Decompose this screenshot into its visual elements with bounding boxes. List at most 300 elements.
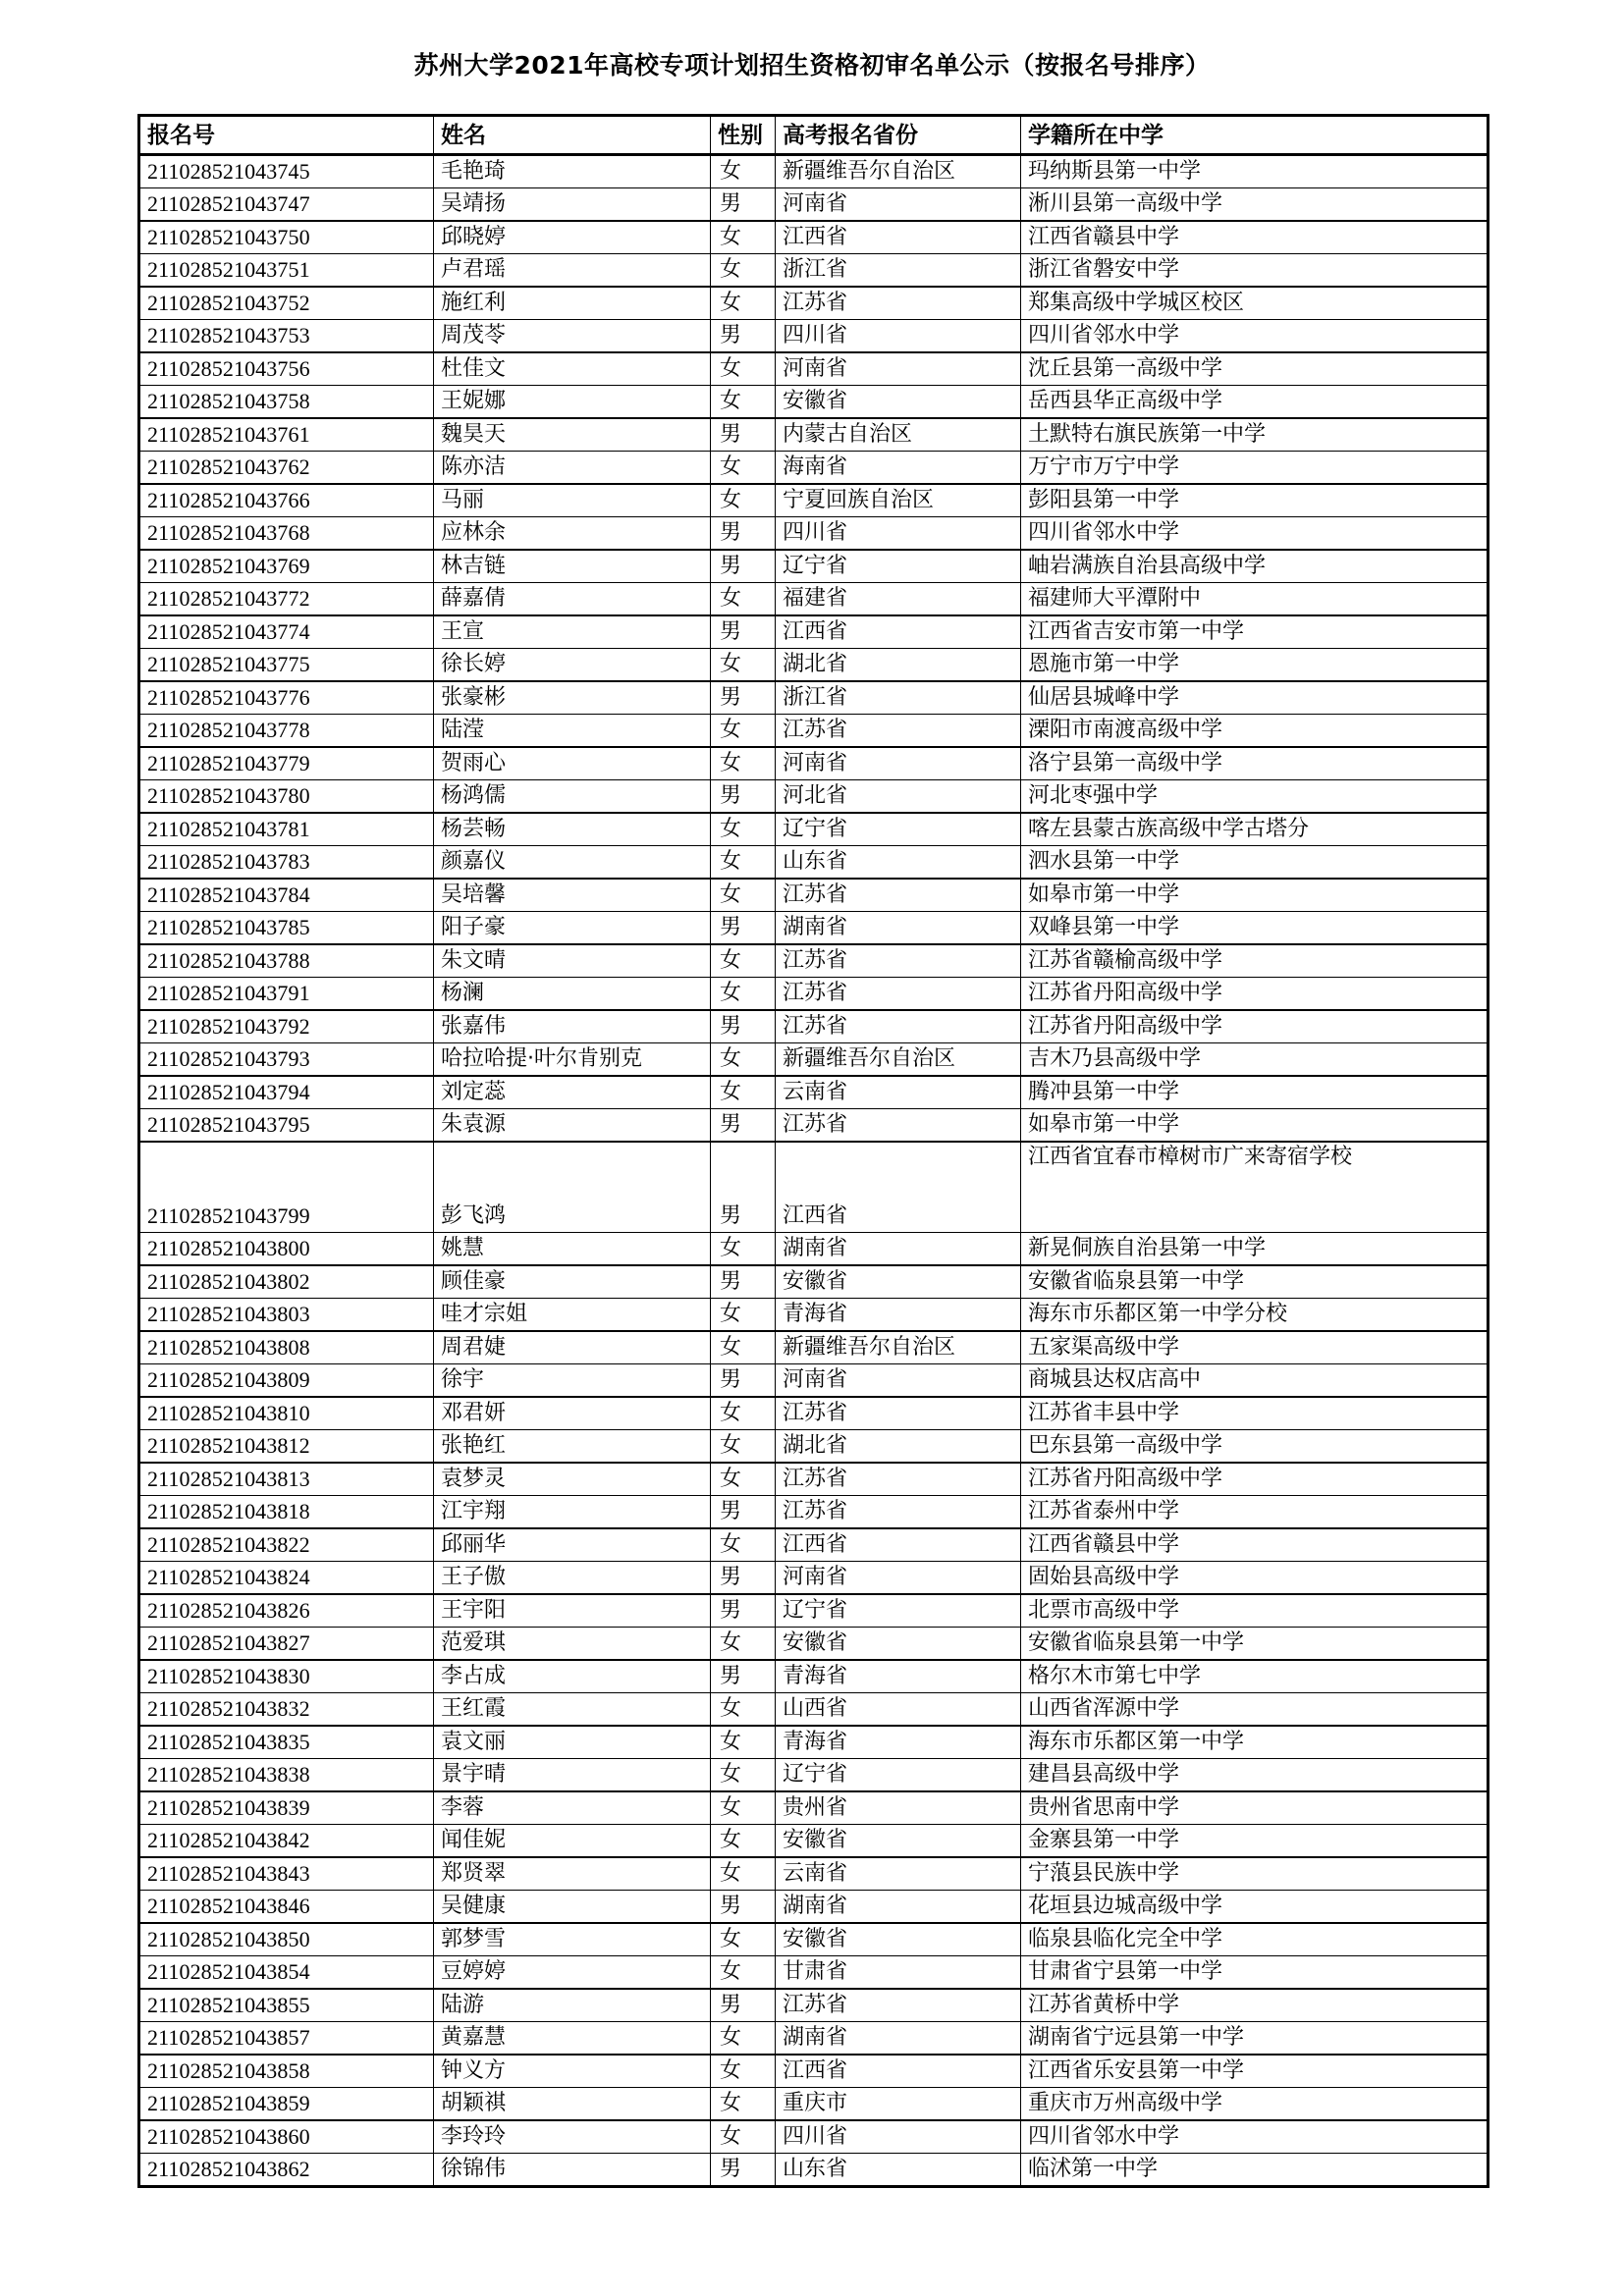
cell-exam-province: 辽宁省 bbox=[776, 1759, 1021, 1792]
table-header bbox=[139, 116, 1489, 155]
cell-school: 江西省宜春市樟树市广来寄宿学校 bbox=[1021, 1142, 1489, 1233]
cell-school: 海东市乐都区第一中学分校 bbox=[1021, 1299, 1489, 1332]
cell-name: 哇才宗姐 bbox=[434, 1299, 711, 1332]
cell-gender: 女 bbox=[711, 2022, 776, 2056]
cell-exam-province: 江苏省 bbox=[776, 1397, 1021, 1430]
cell-school: 江西省赣县中学 bbox=[1021, 221, 1489, 254]
table-row bbox=[139, 386, 1489, 419]
cell-registration-number: 211028521043778 bbox=[139, 715, 434, 748]
cell-school: 江西省乐安县第一中学 bbox=[1021, 2055, 1489, 2088]
cell-school: 双峰县第一中学 bbox=[1021, 912, 1489, 945]
table-row bbox=[139, 2055, 1489, 2088]
cell-school: 安徽省临泉县第一中学 bbox=[1021, 1628, 1489, 1661]
cell-school: 江苏省丹阳高级中学 bbox=[1021, 978, 1489, 1011]
cell-exam-province: 江苏省 bbox=[776, 1989, 1021, 2022]
cell-registration-number: 211028521043785 bbox=[139, 912, 434, 945]
cell-gender: 女 bbox=[711, 1076, 776, 1109]
cell-name: 薛嘉倩 bbox=[434, 583, 711, 616]
cell-gender: 女 bbox=[711, 879, 776, 912]
cell-registration-number: 211028521043826 bbox=[139, 1594, 434, 1628]
cell-name: 袁文丽 bbox=[434, 1726, 711, 1759]
cell-gender: 女 bbox=[711, 1528, 776, 1562]
cell-name: 杨鸿儒 bbox=[434, 780, 711, 814]
cell-registration-number: 211028521043775 bbox=[139, 649, 434, 682]
cell-school: 土默特右旗民族第一中学 bbox=[1021, 418, 1489, 452]
cell-registration-number: 211028521043858 bbox=[139, 2055, 434, 2088]
cell-exam-province: 江西省 bbox=[776, 2055, 1021, 2088]
cell-name: 徐宇 bbox=[434, 1364, 711, 1398]
table-row bbox=[139, 320, 1489, 353]
table-row bbox=[139, 1923, 1489, 1956]
cell-exam-province: 新疆维吾尔自治区 bbox=[776, 1043, 1021, 1077]
column-header-gender: 性别 bbox=[711, 116, 776, 155]
cell-school: 安徽省临泉县第一中学 bbox=[1021, 1265, 1489, 1299]
cell-school: 岳西县华正高级中学 bbox=[1021, 386, 1489, 419]
column-header-registration-number: 报名号 bbox=[139, 116, 434, 155]
cell-exam-province: 山西省 bbox=[776, 1693, 1021, 1727]
cell-registration-number: 211028521043808 bbox=[139, 1331, 434, 1364]
cell-exam-province: 重庆市 bbox=[776, 2088, 1021, 2121]
cell-registration-number: 211028521043822 bbox=[139, 1528, 434, 1562]
cell-registration-number: 211028521043827 bbox=[139, 1628, 434, 1661]
cell-name: 李蓉 bbox=[434, 1791, 711, 1825]
cell-name: 陆滢 bbox=[434, 715, 711, 748]
cell-school: 吉木乃县高级中学 bbox=[1021, 1043, 1489, 1077]
cell-gender: 女 bbox=[711, 254, 776, 288]
cell-gender: 女 bbox=[711, 649, 776, 682]
cell-gender: 女 bbox=[711, 583, 776, 616]
cell-school: 巴东县第一高级中学 bbox=[1021, 1430, 1489, 1464]
cell-school: 四川省邻水中学 bbox=[1021, 320, 1489, 353]
column-header-exam-province: 高考报名省份 bbox=[776, 116, 1021, 155]
cell-exam-province: 安徽省 bbox=[776, 1265, 1021, 1299]
cell-school: 商城县达权店高中 bbox=[1021, 1364, 1489, 1398]
cell-school: 贵州省思南中学 bbox=[1021, 1791, 1489, 1825]
cell-school: 江苏省丹阳高级中学 bbox=[1021, 1010, 1489, 1043]
cell-registration-number: 211028521043783 bbox=[139, 846, 434, 880]
cell-name: 贺雨心 bbox=[434, 747, 711, 780]
cell-gender: 女 bbox=[711, 2088, 776, 2121]
cell-exam-province: 河南省 bbox=[776, 188, 1021, 222]
cell-school: 江苏省泰州中学 bbox=[1021, 1496, 1489, 1529]
cell-exam-province: 湖南省 bbox=[776, 1891, 1021, 1924]
table-row bbox=[139, 517, 1489, 551]
cell-exam-province: 河南省 bbox=[776, 747, 1021, 780]
cell-gender: 男 bbox=[711, 188, 776, 222]
cell-name: 李占成 bbox=[434, 1660, 711, 1693]
cell-registration-number: 211028521043818 bbox=[139, 1496, 434, 1529]
cell-school: 万宁市万宁中学 bbox=[1021, 452, 1489, 485]
table-row bbox=[139, 747, 1489, 780]
cell-name: 魏昊天 bbox=[434, 418, 711, 452]
cell-name: 彭飞鸿 bbox=[434, 1142, 711, 1233]
cell-gender: 女 bbox=[711, 747, 776, 780]
cell-school: 临泉县临化完全中学 bbox=[1021, 1923, 1489, 1956]
cell-school: 彭阳县第一中学 bbox=[1021, 484, 1489, 517]
cell-name: 杨芸畅 bbox=[434, 813, 711, 846]
table-row bbox=[139, 2022, 1489, 2056]
cell-exam-province: 浙江省 bbox=[776, 254, 1021, 288]
cell-exam-province: 云南省 bbox=[776, 1076, 1021, 1109]
cell-registration-number: 211028521043846 bbox=[139, 1891, 434, 1924]
table-row bbox=[139, 615, 1489, 649]
cell-gender: 男 bbox=[711, 1562, 776, 1595]
table-row bbox=[139, 1891, 1489, 1924]
admission-roster-table bbox=[137, 114, 1489, 2188]
cell-exam-province: 浙江省 bbox=[776, 681, 1021, 715]
cell-registration-number: 211028521043752 bbox=[139, 287, 434, 320]
cell-gender: 女 bbox=[711, 978, 776, 1011]
cell-registration-number: 211028521043780 bbox=[139, 780, 434, 814]
cell-gender: 女 bbox=[711, 155, 776, 188]
cell-gender: 男 bbox=[711, 1142, 776, 1233]
cell-exam-province: 辽宁省 bbox=[776, 1594, 1021, 1628]
cell-school: 新晃侗族自治县第一中学 bbox=[1021, 1233, 1489, 1266]
cell-name: 郑贤翠 bbox=[434, 1857, 711, 1891]
cell-gender: 男 bbox=[711, 320, 776, 353]
cell-exam-province: 江苏省 bbox=[776, 1496, 1021, 1529]
table-row bbox=[139, 1660, 1489, 1693]
cell-exam-province: 江苏省 bbox=[776, 944, 1021, 978]
table-row bbox=[139, 484, 1489, 517]
cell-registration-number: 211028521043781 bbox=[139, 813, 434, 846]
cell-school: 福建师大平潭附中 bbox=[1021, 583, 1489, 616]
cell-name: 景宇晴 bbox=[434, 1759, 711, 1792]
cell-gender: 男 bbox=[711, 1109, 776, 1143]
cell-exam-province: 辽宁省 bbox=[776, 550, 1021, 583]
cell-registration-number: 211028521043838 bbox=[139, 1759, 434, 1792]
cell-name: 吴健康 bbox=[434, 1891, 711, 1924]
cell-name: 王红霞 bbox=[434, 1693, 711, 1727]
cell-registration-number: 211028521043768 bbox=[139, 517, 434, 551]
cell-exam-province: 江西省 bbox=[776, 1142, 1021, 1233]
cell-gender: 女 bbox=[711, 813, 776, 846]
cell-registration-number: 211028521043779 bbox=[139, 747, 434, 780]
cell-name: 李玲玲 bbox=[434, 2120, 711, 2154]
cell-gender: 男 bbox=[711, 912, 776, 945]
cell-name: 颜嘉仪 bbox=[434, 846, 711, 880]
cell-gender: 女 bbox=[711, 1299, 776, 1332]
table-row bbox=[139, 1857, 1489, 1891]
cell-registration-number: 211028521043747 bbox=[139, 188, 434, 222]
cell-exam-province: 四川省 bbox=[776, 517, 1021, 551]
cell-school: 腾冲县第一中学 bbox=[1021, 1076, 1489, 1109]
cell-name: 王宇阳 bbox=[434, 1594, 711, 1628]
cell-registration-number: 211028521043802 bbox=[139, 1265, 434, 1299]
cell-school: 北票市高级中学 bbox=[1021, 1594, 1489, 1628]
cell-gender: 女 bbox=[711, 221, 776, 254]
cell-exam-province: 安徽省 bbox=[776, 1628, 1021, 1661]
cell-registration-number: 211028521043839 bbox=[139, 1791, 434, 1825]
cell-registration-number: 211028521043762 bbox=[139, 452, 434, 485]
cell-gender: 女 bbox=[711, 1233, 776, 1266]
table-row bbox=[139, 583, 1489, 616]
cell-gender: 女 bbox=[711, 1923, 776, 1956]
table-row bbox=[139, 2154, 1489, 2187]
table-row bbox=[139, 715, 1489, 748]
cell-registration-number: 211028521043753 bbox=[139, 320, 434, 353]
cell-registration-number: 211028521043761 bbox=[139, 418, 434, 452]
column-header-school: 学籍所在中学 bbox=[1021, 116, 1489, 155]
cell-exam-province: 安徽省 bbox=[776, 386, 1021, 419]
cell-name: 黄嘉慧 bbox=[434, 2022, 711, 2056]
cell-registration-number: 211028521043800 bbox=[139, 1233, 434, 1266]
cell-registration-number: 211028521043750 bbox=[139, 221, 434, 254]
cell-exam-province: 海南省 bbox=[776, 452, 1021, 485]
cell-registration-number: 211028521043799 bbox=[139, 1142, 434, 1233]
cell-exam-province: 四川省 bbox=[776, 2120, 1021, 2154]
cell-registration-number: 211028521043766 bbox=[139, 484, 434, 517]
cell-exam-province: 江苏省 bbox=[776, 879, 1021, 912]
cell-gender: 男 bbox=[711, 517, 776, 551]
cell-name: 江宇翔 bbox=[434, 1496, 711, 1529]
table-body bbox=[139, 155, 1489, 2187]
cell-gender: 男 bbox=[711, 418, 776, 452]
cell-gender: 女 bbox=[711, 944, 776, 978]
cell-school: 洛宁县第一高级中学 bbox=[1021, 747, 1489, 780]
cell-school: 宁蒗县民族中学 bbox=[1021, 1857, 1489, 1891]
cell-school: 固始县高级中学 bbox=[1021, 1562, 1489, 1595]
table-row bbox=[139, 1430, 1489, 1464]
cell-name: 施红利 bbox=[434, 287, 711, 320]
cell-registration-number: 211028521043842 bbox=[139, 1825, 434, 1858]
cell-exam-province: 江西省 bbox=[776, 221, 1021, 254]
cell-gender: 男 bbox=[711, 2154, 776, 2187]
cell-name: 王子傲 bbox=[434, 1562, 711, 1595]
cell-name: 钟义方 bbox=[434, 2055, 711, 2088]
cell-name: 邱丽华 bbox=[434, 1528, 711, 1562]
cell-school: 江苏省丰县中学 bbox=[1021, 1397, 1489, 1430]
cell-gender: 女 bbox=[711, 1791, 776, 1825]
table-row bbox=[139, 2088, 1489, 2121]
cell-school: 沈丘县第一高级中学 bbox=[1021, 352, 1489, 386]
cell-registration-number: 211028521043792 bbox=[139, 1010, 434, 1043]
cell-gender: 男 bbox=[711, 1891, 776, 1924]
cell-gender: 女 bbox=[711, 287, 776, 320]
cell-gender: 女 bbox=[711, 1693, 776, 1727]
cell-school: 江西省赣县中学 bbox=[1021, 1528, 1489, 1562]
roster-table-container bbox=[137, 114, 1487, 2188]
cell-school: 恩施市第一中学 bbox=[1021, 649, 1489, 682]
cell-name: 徐锦伟 bbox=[434, 2154, 711, 2187]
cell-exam-province: 河北省 bbox=[776, 780, 1021, 814]
table-row bbox=[139, 944, 1489, 978]
page-title: 苏州大学2021年高校专项计划招生资格初审名单公示（按报名号排序） bbox=[413, 51, 1211, 80]
cell-school: 江苏省黄桥中学 bbox=[1021, 1989, 1489, 2022]
table-row bbox=[139, 550, 1489, 583]
cell-exam-province: 安徽省 bbox=[776, 1923, 1021, 1956]
table-row bbox=[139, 2120, 1489, 2154]
table-row bbox=[139, 1364, 1489, 1398]
cell-registration-number: 211028521043832 bbox=[139, 1693, 434, 1727]
cell-gender: 男 bbox=[711, 681, 776, 715]
cell-registration-number: 211028521043835 bbox=[139, 1726, 434, 1759]
cell-school: 花垣县边城高级中学 bbox=[1021, 1891, 1489, 1924]
cell-school: 江苏省丹阳高级中学 bbox=[1021, 1463, 1489, 1496]
cell-registration-number: 211028521043862 bbox=[139, 2154, 434, 2187]
cell-registration-number: 211028521043794 bbox=[139, 1076, 434, 1109]
cell-school: 岫岩满族自治县高级中学 bbox=[1021, 550, 1489, 583]
cell-name: 胡颖祺 bbox=[434, 2088, 711, 2121]
cell-exam-province: 甘肃省 bbox=[776, 1956, 1021, 1990]
cell-registration-number: 211028521043809 bbox=[139, 1364, 434, 1398]
cell-gender: 女 bbox=[711, 1956, 776, 1990]
cell-school: 甘肃省宁县第一中学 bbox=[1021, 1956, 1489, 1990]
cell-name: 邓君妍 bbox=[434, 1397, 711, 1430]
cell-registration-number: 211028521043857 bbox=[139, 2022, 434, 2056]
table-row bbox=[139, 1142, 1489, 1233]
cell-name: 王妮娜 bbox=[434, 386, 711, 419]
cell-name: 卢君瑶 bbox=[434, 254, 711, 288]
table-row bbox=[139, 1496, 1489, 1529]
table-header-row bbox=[139, 116, 1489, 155]
table-row bbox=[139, 1265, 1489, 1299]
cell-name: 吴培馨 bbox=[434, 879, 711, 912]
table-row bbox=[139, 254, 1489, 288]
cell-name: 顾佳豪 bbox=[434, 1265, 711, 1299]
cell-gender: 女 bbox=[711, 1726, 776, 1759]
table-row bbox=[139, 912, 1489, 945]
cell-name: 陈亦洁 bbox=[434, 452, 711, 485]
table-row bbox=[139, 879, 1489, 912]
cell-name: 朱文晴 bbox=[434, 944, 711, 978]
cell-name: 郭梦雪 bbox=[434, 1923, 711, 1956]
cell-gender: 男 bbox=[711, 1660, 776, 1693]
cell-registration-number: 211028521043791 bbox=[139, 978, 434, 1011]
cell-registration-number: 211028521043756 bbox=[139, 352, 434, 386]
cell-exam-province: 新疆维吾尔自治区 bbox=[776, 155, 1021, 188]
cell-school: 河北枣强中学 bbox=[1021, 780, 1489, 814]
cell-name: 袁梦灵 bbox=[434, 1463, 711, 1496]
cell-gender: 女 bbox=[711, 1825, 776, 1858]
cell-registration-number: 211028521043855 bbox=[139, 1989, 434, 2022]
cell-exam-province: 安徽省 bbox=[776, 1825, 1021, 1858]
cell-exam-province: 湖南省 bbox=[776, 912, 1021, 945]
cell-registration-number: 211028521043854 bbox=[139, 1956, 434, 1990]
cell-exam-province: 四川省 bbox=[776, 320, 1021, 353]
cell-gender: 女 bbox=[711, 1857, 776, 1891]
cell-school: 淅川县第一高级中学 bbox=[1021, 188, 1489, 222]
cell-school: 五家渠高级中学 bbox=[1021, 1331, 1489, 1364]
cell-exam-province: 贵州省 bbox=[776, 1791, 1021, 1825]
cell-exam-province: 河南省 bbox=[776, 1364, 1021, 1398]
cell-school: 四川省邻水中学 bbox=[1021, 517, 1489, 551]
cell-name: 马丽 bbox=[434, 484, 711, 517]
cell-name: 豆婷婷 bbox=[434, 1956, 711, 1990]
cell-name: 林吉链 bbox=[434, 550, 711, 583]
cell-name: 杨澜 bbox=[434, 978, 711, 1011]
cell-name: 范爱琪 bbox=[434, 1628, 711, 1661]
table-row bbox=[139, 1989, 1489, 2022]
cell-gender: 女 bbox=[711, 1430, 776, 1464]
table-row bbox=[139, 1628, 1489, 1661]
cell-name: 刘定蕊 bbox=[434, 1076, 711, 1109]
cell-registration-number: 211028521043803 bbox=[139, 1299, 434, 1332]
cell-gender: 男 bbox=[711, 550, 776, 583]
table-row bbox=[139, 418, 1489, 452]
cell-registration-number: 211028521043776 bbox=[139, 681, 434, 715]
cell-name: 闻佳妮 bbox=[434, 1825, 711, 1858]
cell-registration-number: 211028521043859 bbox=[139, 2088, 434, 2121]
cell-registration-number: 211028521043793 bbox=[139, 1043, 434, 1077]
table-row bbox=[139, 1594, 1489, 1628]
cell-school: 郑集高级中学城区校区 bbox=[1021, 287, 1489, 320]
cell-exam-province: 江苏省 bbox=[776, 715, 1021, 748]
cell-name: 杜佳文 bbox=[434, 352, 711, 386]
cell-gender: 女 bbox=[711, 1628, 776, 1661]
table-row bbox=[139, 1331, 1489, 1364]
cell-gender: 女 bbox=[711, 1759, 776, 1792]
cell-registration-number: 211028521043784 bbox=[139, 879, 434, 912]
cell-school: 湖南省宁远县第一中学 bbox=[1021, 2022, 1489, 2056]
cell-name: 应林余 bbox=[434, 517, 711, 551]
table-row bbox=[139, 1233, 1489, 1266]
cell-school: 建昌县高级中学 bbox=[1021, 1759, 1489, 1792]
cell-name: 吴靖扬 bbox=[434, 188, 711, 222]
cell-gender: 女 bbox=[711, 484, 776, 517]
cell-exam-province: 江西省 bbox=[776, 1528, 1021, 1562]
table-row bbox=[139, 352, 1489, 386]
table-row bbox=[139, 1956, 1489, 1990]
cell-gender: 女 bbox=[711, 386, 776, 419]
table-row bbox=[139, 1010, 1489, 1043]
table-row bbox=[139, 1109, 1489, 1143]
cell-exam-province: 内蒙古自治区 bbox=[776, 418, 1021, 452]
cell-gender: 女 bbox=[711, 2120, 776, 2154]
cell-name: 张嘉伟 bbox=[434, 1010, 711, 1043]
cell-registration-number: 211028521043788 bbox=[139, 944, 434, 978]
cell-name: 哈拉哈提·叶尔肯别克 bbox=[434, 1043, 711, 1077]
cell-exam-province: 江西省 bbox=[776, 615, 1021, 649]
cell-gender: 男 bbox=[711, 1364, 776, 1398]
cell-exam-province: 福建省 bbox=[776, 583, 1021, 616]
cell-exam-province: 辽宁省 bbox=[776, 813, 1021, 846]
table-row bbox=[139, 1528, 1489, 1562]
cell-gender: 女 bbox=[711, 1463, 776, 1496]
cell-exam-province: 湖南省 bbox=[776, 2022, 1021, 2056]
cell-school: 海东市乐都区第一中学 bbox=[1021, 1726, 1489, 1759]
cell-registration-number: 211028521043774 bbox=[139, 615, 434, 649]
cell-name: 阳子豪 bbox=[434, 912, 711, 945]
cell-exam-province: 江苏省 bbox=[776, 1010, 1021, 1043]
table-row bbox=[139, 813, 1489, 846]
cell-gender: 女 bbox=[711, 2055, 776, 2088]
table-row bbox=[139, 1043, 1489, 1077]
table-row bbox=[139, 287, 1489, 320]
cell-name: 周茂苓 bbox=[434, 320, 711, 353]
table-row bbox=[139, 1825, 1489, 1858]
table-row bbox=[139, 1397, 1489, 1430]
table-row bbox=[139, 155, 1489, 188]
cell-gender: 女 bbox=[711, 452, 776, 485]
table-row bbox=[139, 221, 1489, 254]
cell-gender: 女 bbox=[711, 1043, 776, 1077]
cell-school: 江苏省赣榆高级中学 bbox=[1021, 944, 1489, 978]
cell-registration-number: 211028521043751 bbox=[139, 254, 434, 288]
cell-registration-number: 211028521043830 bbox=[139, 1660, 434, 1693]
cell-school: 四川省邻水中学 bbox=[1021, 2120, 1489, 2154]
cell-registration-number: 211028521043850 bbox=[139, 1923, 434, 1956]
cell-gender: 男 bbox=[711, 780, 776, 814]
cell-registration-number: 211028521043813 bbox=[139, 1463, 434, 1496]
cell-exam-province: 新疆维吾尔自治区 bbox=[776, 1331, 1021, 1364]
cell-registration-number: 211028521043769 bbox=[139, 550, 434, 583]
cell-school: 金寨县第一中学 bbox=[1021, 1825, 1489, 1858]
cell-school: 仙居县城峰中学 bbox=[1021, 681, 1489, 715]
cell-exam-province: 江苏省 bbox=[776, 1463, 1021, 1496]
cell-gender: 男 bbox=[711, 1010, 776, 1043]
cell-exam-province: 湖北省 bbox=[776, 1430, 1021, 1464]
